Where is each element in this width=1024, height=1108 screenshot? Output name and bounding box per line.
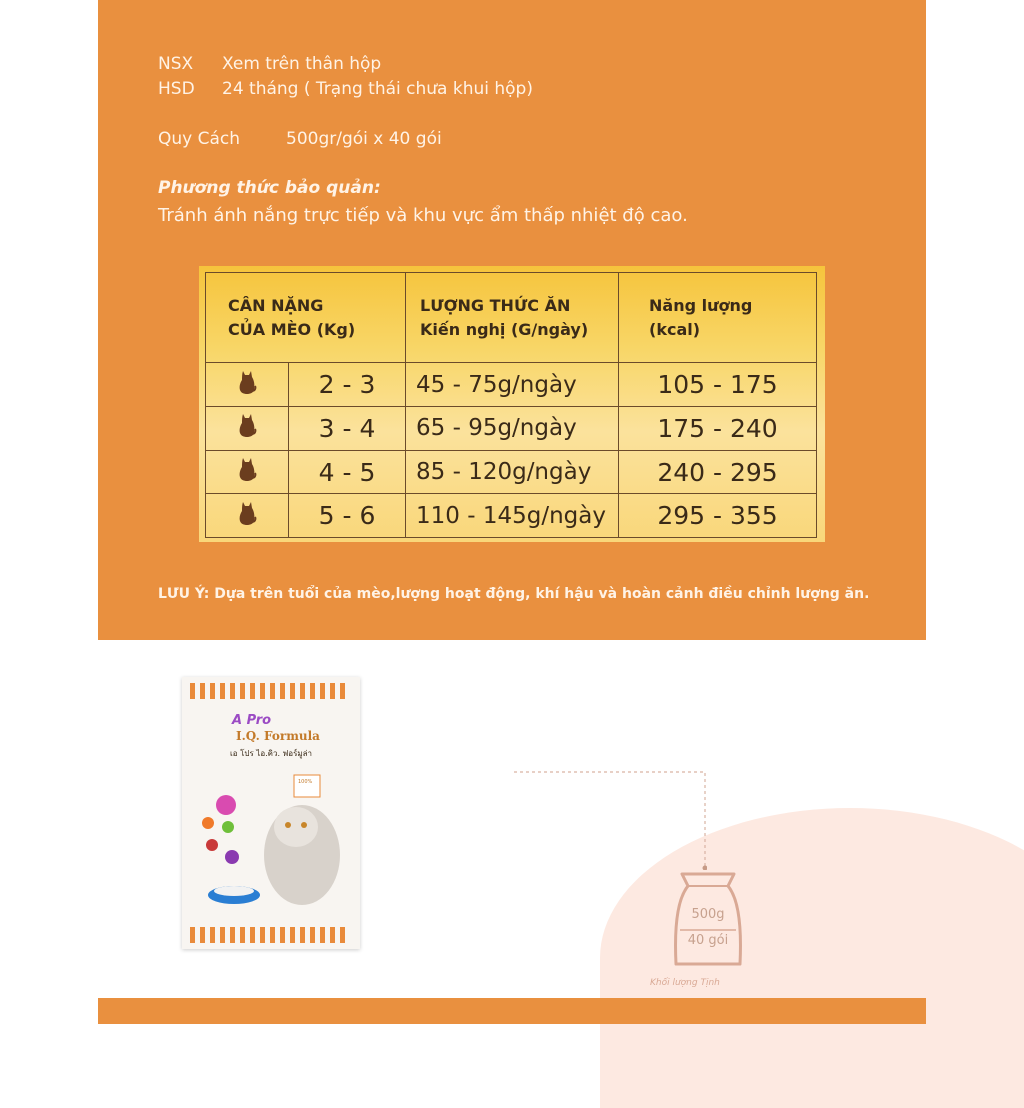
weight-header-line1: CÂN NẶNG (228, 295, 324, 315)
spec-line (158, 129, 442, 149)
energy-value: 295 - 355 (619, 494, 817, 538)
energy-header-line2: (kcal) (649, 319, 701, 339)
spec-value: 500gr/gói x 40 gói (286, 129, 442, 149)
hsd-label: HSD (158, 79, 195, 99)
energy-header (619, 273, 817, 363)
note-text: Dựa trên tuổi của mèo,lượng hoạt động, khí hậu và hoàn cảnh điều chỉnh lượng ăn. (214, 586, 870, 602)
net-weight-value: 500g (691, 907, 725, 922)
cat-icon (206, 407, 289, 451)
food-header-line2: Kiến nghị (G/ngày) (420, 319, 589, 339)
dotted-connector-line (512, 770, 707, 870)
energy-value: 175 - 240 (619, 407, 817, 451)
weight-value: 2 - 3 (289, 363, 406, 407)
food-value: 110 - 145g/ngày (406, 494, 619, 538)
energy-header-line1: Năng lượng (649, 295, 753, 315)
weight-value: 3 - 4 (289, 407, 406, 451)
feeding-note (158, 586, 869, 602)
nsx-value: Xem trên thân hộp (222, 54, 382, 74)
feeding-table (199, 266, 825, 542)
weight-value: 5 - 6 (289, 494, 406, 538)
storage-text: Tránh ánh nắng trực tiếp và khu vực ẩm thấp nhiệt độ cao. (158, 205, 688, 226)
nsx-label: NSX (158, 54, 194, 74)
food-value: 65 - 95g/ngày (406, 407, 619, 451)
weight-header (206, 273, 406, 363)
energy-value: 240 - 295 (619, 450, 817, 494)
cat-icon (206, 363, 289, 407)
hsd-line (158, 79, 533, 99)
weight-value: 4 - 5 (289, 450, 406, 494)
note-label: LƯU Ý: (158, 586, 210, 602)
hsd-value: 24 tháng ( Trạng thái chưa khui hộp) (222, 79, 533, 99)
net-count-value: 40 gói (687, 933, 729, 948)
package-product-name: I.Q. Formula (236, 729, 320, 743)
table-row (206, 363, 817, 407)
food-value: 45 - 75g/ngày (406, 363, 619, 407)
weight-header-line2: CỦA MÈO (Kg) (228, 319, 356, 339)
bottom-orange-strip (98, 998, 926, 1024)
food-value: 85 - 120g/ngày (406, 450, 619, 494)
table-row (206, 407, 817, 451)
food-header-line1: LƯỢNG THỨC ĂN (420, 295, 571, 315)
spec-label: Quy Cách (158, 129, 241, 149)
cat-icon (206, 494, 289, 538)
package-brand: A Pro (232, 713, 272, 728)
product-package-image (182, 677, 360, 949)
package-badge: 100% (298, 779, 313, 785)
net-weight-caption: Khối lượng Tịnh (650, 978, 720, 988)
package-thai-name: เอ โปร ไอ.คิว. ฟอร์มูล่า (230, 749, 313, 758)
table-row (206, 450, 817, 494)
food-header (406, 273, 619, 363)
energy-value: 105 - 175 (619, 363, 817, 407)
cat-icon (206, 450, 289, 494)
nsx-line (158, 54, 381, 74)
table-row (206, 494, 817, 538)
storage-title: Phương thức bảo quản: (158, 178, 381, 198)
